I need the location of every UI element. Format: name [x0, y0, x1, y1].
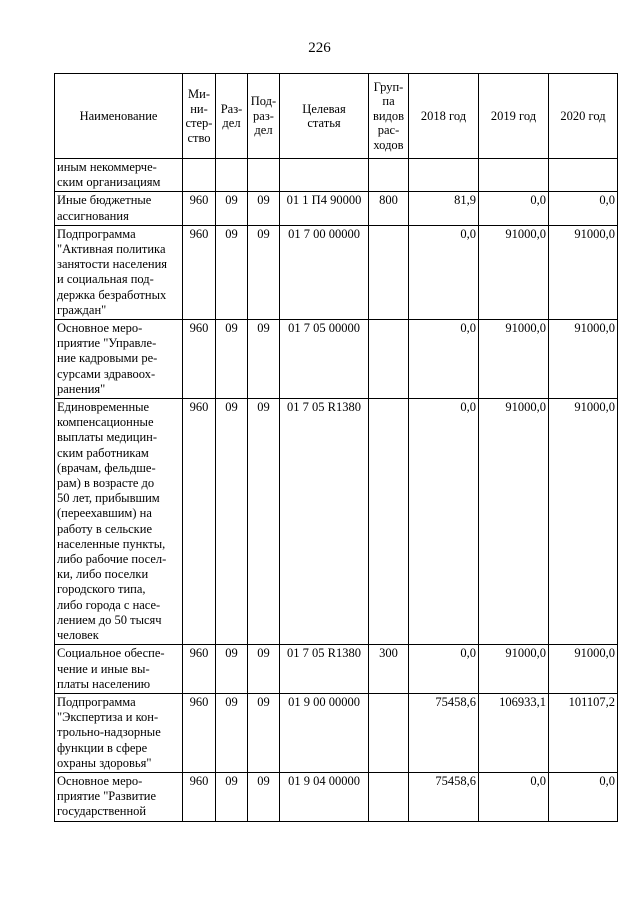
cell-target: 01 7 05 00000	[280, 320, 369, 399]
cell-2019: 106933,1	[479, 693, 549, 772]
cell-ministry: 960	[183, 320, 216, 399]
cell-target: 01 1 П4 90000	[280, 192, 369, 225]
cell-section	[216, 159, 248, 192]
cell-2020: 91000,0	[549, 399, 618, 645]
cell-name: иным некоммерче- ским организациям	[55, 159, 183, 192]
cell-name: Основное меро- приятие "Развитие государственной	[55, 772, 183, 821]
cell-subsection: 09	[248, 192, 280, 225]
cell-subsection: 09	[248, 399, 280, 645]
table-row	[55, 320, 618, 399]
cell-2019: 91000,0	[479, 645, 549, 694]
table-header-row	[55, 74, 618, 159]
budget-table	[54, 73, 618, 822]
cell-expense-group	[369, 320, 409, 399]
table-row	[55, 225, 618, 319]
cell-subsection: 09	[248, 320, 280, 399]
cell-expense-group	[369, 225, 409, 319]
cell-section: 09	[216, 225, 248, 319]
cell-2018: 81,9	[409, 192, 479, 225]
cell-2019: 91000,0	[479, 320, 549, 399]
table-row	[55, 192, 618, 225]
table-row	[55, 645, 618, 694]
cell-2019: 0,0	[479, 772, 549, 821]
table-row	[55, 159, 618, 192]
table-row	[55, 772, 618, 821]
cell-name: Основное меро- приятие "Управле- ние кадровыми ре- сурсами здравоох- ранения"	[55, 320, 183, 399]
cell-expense-group	[369, 399, 409, 645]
table-body	[55, 159, 618, 822]
table-row	[55, 399, 618, 645]
col-header-subsection: Под- раз- дел	[248, 74, 280, 159]
cell-section: 09	[216, 645, 248, 694]
col-header-expense-group: Груп- па видов рас- ходов	[369, 74, 409, 159]
cell-name: Подпрограмма "Активная политика занятости населения и социальная под- держка безработных граждан"	[55, 225, 183, 319]
cell-name: Подпрограмма "Экспертиза и кон- трольно-надзорные функции в сфере охраны здоровья"	[55, 693, 183, 772]
cell-2019	[479, 159, 549, 192]
cell-ministry: 960	[183, 192, 216, 225]
col-header-2019: 2019 год	[479, 74, 549, 159]
cell-section: 09	[216, 693, 248, 772]
cell-target: 01 7 00 00000	[280, 225, 369, 319]
page-number: 226	[308, 40, 331, 56]
cell-subsection: 09	[248, 645, 280, 694]
cell-2018: 75458,6	[409, 693, 479, 772]
cell-expense-group	[369, 693, 409, 772]
cell-2018: 75458,6	[409, 772, 479, 821]
cell-section: 09	[216, 399, 248, 645]
cell-subsection: 09	[248, 693, 280, 772]
cell-2018: 0,0	[409, 645, 479, 694]
cell-expense-group: 300	[369, 645, 409, 694]
cell-2020: 0,0	[549, 192, 618, 225]
cell-ministry: 960	[183, 693, 216, 772]
cell-section: 09	[216, 772, 248, 821]
cell-ministry: 960	[183, 399, 216, 645]
cell-ministry: 960	[183, 225, 216, 319]
col-header-2020: 2020 год	[549, 74, 618, 159]
cell-ministry: 960	[183, 645, 216, 694]
cell-name: Социальное обеспе- чение и иные вы- платы населению	[55, 645, 183, 694]
cell-2019: 91000,0	[479, 225, 549, 319]
cell-target: 01 9 00 00000	[280, 693, 369, 772]
cell-2018: 0,0	[409, 399, 479, 645]
cell-target: 01 9 04 00000	[280, 772, 369, 821]
cell-2020: 91000,0	[549, 645, 618, 694]
cell-2020: 0,0	[549, 772, 618, 821]
cell-section: 09	[216, 320, 248, 399]
col-header-target: Целевая статья	[280, 74, 369, 159]
cell-expense-group	[369, 772, 409, 821]
cell-2020: 91000,0	[549, 225, 618, 319]
cell-target	[280, 159, 369, 192]
cell-ministry: 960	[183, 772, 216, 821]
cell-2019: 0,0	[479, 192, 549, 225]
col-header-name: Наименование	[55, 74, 183, 159]
cell-2018: 0,0	[409, 225, 479, 319]
table-row	[55, 693, 618, 772]
cell-expense-group: 800	[369, 192, 409, 225]
cell-subsection: 09	[248, 772, 280, 821]
cell-name: Единовременные компенсационные выплаты медицин- ским работникам (врачам, фельдше- рам) в возрасте до 50 лет, прибывшим (переехавшим) на работу в сельские населенные пункты, либо рабочие посел- ки, либо поселки городского типа, либо города с насе- лением до 50 тысяч человек	[55, 399, 183, 645]
col-header-section: Раз- дел	[216, 74, 248, 159]
cell-2018: 0,0	[409, 320, 479, 399]
cell-target: 01 7 05 R1380	[280, 645, 369, 694]
cell-target: 01 7 05 R1380	[280, 399, 369, 645]
cell-2020: 101107,2	[549, 693, 618, 772]
cell-ministry	[183, 159, 216, 192]
cell-2020: 91000,0	[549, 320, 618, 399]
col-header-ministry: Ми- ни- стер- ство	[183, 74, 216, 159]
cell-section: 09	[216, 192, 248, 225]
cell-subsection	[248, 159, 280, 192]
cell-name: Иные бюджетные ассигнования	[55, 192, 183, 225]
cell-subsection: 09	[248, 225, 280, 319]
cell-2020	[549, 159, 618, 192]
cell-2019: 91000,0	[479, 399, 549, 645]
cell-2018	[409, 159, 479, 192]
col-header-2018: 2018 год	[409, 74, 479, 159]
cell-expense-group	[369, 159, 409, 192]
